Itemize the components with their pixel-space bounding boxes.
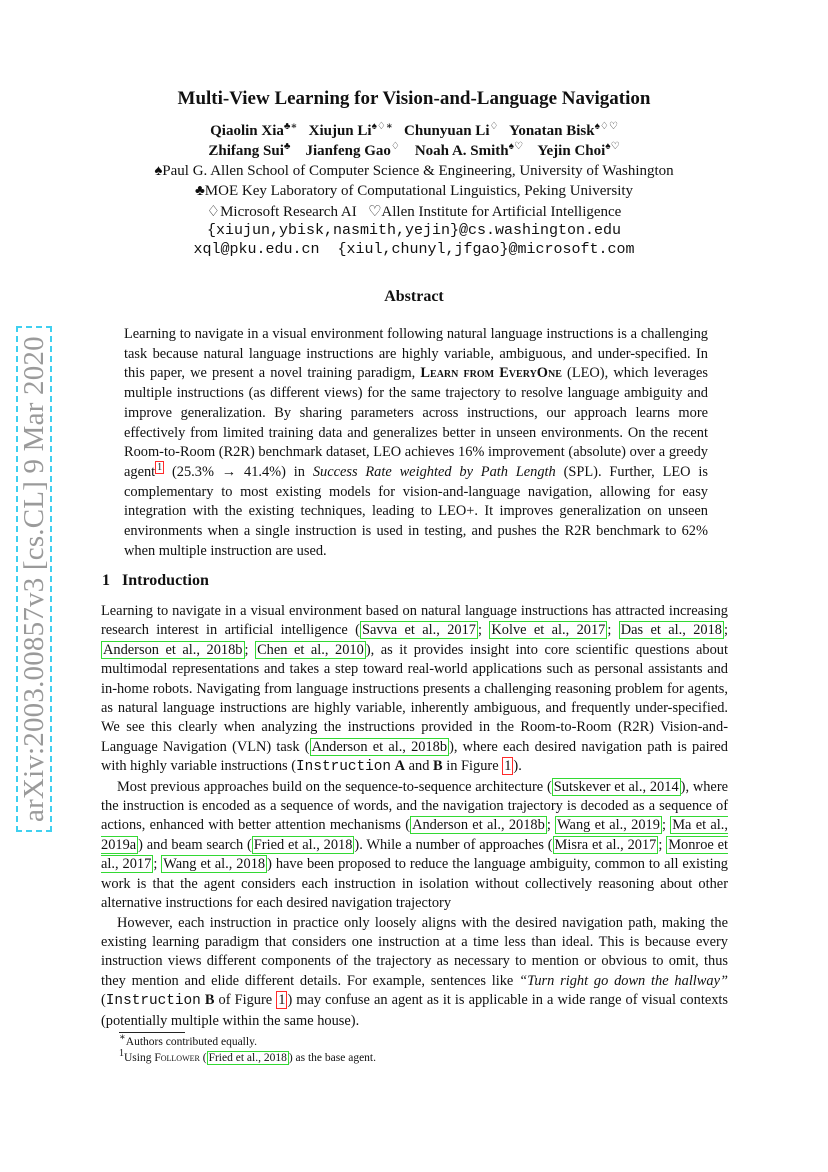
paper-title: Multi-View Learning for Vision-and-Language Navigation (177, 88, 651, 109)
author-mark: ♢ (390, 141, 400, 152)
author-line-2 (0, 143, 828, 160)
citation-link[interactable]: Kolve et al., 2017 (491, 622, 606, 639)
footnote-equal-contribution: ∗Authors contributed equally. (119, 1032, 257, 1048)
footnote-ref[interactable]: 1 (157, 462, 163, 474)
citation-link[interactable]: Anderson et al., 2018b (311, 738, 448, 755)
section-heading: 1 Introduction (102, 572, 209, 589)
citation-link[interactable]: Misra et al., 2017 (554, 836, 657, 853)
author-mark: ♠♢♡ (594, 121, 618, 132)
affiliation-msr-ai2: ♢Microsoft Research AI ♡Allen Institute for Artificial Intelligence (206, 204, 622, 220)
author-name: Qiaolin Xia (210, 123, 284, 139)
affiliation-uw: ♠Paul G. Allen School of Computer Science & Engineering, University of Washington (154, 163, 674, 179)
citation-link[interactable]: Anderson et al., 2018b (412, 817, 545, 834)
author-mark: ♠♡ (605, 141, 620, 152)
email-line-1[interactable]: {xiujun,ybisk,nasmith,yejin}@cs.washington.edu (206, 222, 622, 239)
leo-name: Learn from EveryOne (420, 365, 562, 382)
citation-link[interactable]: Anderson et al., 2018b (103, 641, 243, 658)
author-mark: ♣∗ (283, 121, 298, 132)
citation-link[interactable]: Fried et al., 2018 (253, 836, 353, 853)
footnote-base-agent: $^1$Using Follower ( Fried et al., 2018 ) as the base agent. (119, 1048, 376, 1064)
author-name: Zhifang Sui (208, 143, 284, 159)
author-name: Yonatan Bisk (509, 123, 595, 139)
abstract-heading: Abstract (384, 288, 444, 305)
citation-link[interactable]: Wang et al., 2019 (557, 817, 660, 834)
intro-body (101, 602, 728, 1031)
author-mark: ♢ (489, 121, 499, 132)
author-line-1 (0, 123, 828, 140)
author-name: Jianfeng Gao (305, 143, 391, 159)
author-name: Noah A. Smith (414, 143, 509, 159)
citation-link[interactable]: Das et al., 2018 (620, 622, 722, 639)
paragraph: Most previous approaches build on the sequence-to-sequence architecture ( Sutskever et al., 2014 ), where the instruction is encoded as a sequence of words, and the navigation trajectory is decoded as a sequence of actions, enhanced with better attention mechanisms ( Anderson et al., 2018b ; Wang et al., 2019 ; Ma et al., 2019a ) and beam search ( Fried et al., 2018 ). While a number of approaches ( Misra et al., 2017 ; Monroe et al., 2017 ; Wang et al., 2018 ) have been proposed to reduce the language ambiguity, common to all existing work is that the agent considers each instruction in isolation without collectively reasoning about other alternative instructions for each desired navigation trajectory (101, 778, 728, 912)
citation-link[interactable]: Monroe et al., 2017 (101, 836, 728, 873)
author-name: Chunyuan Li (404, 123, 490, 139)
footnote-divider (119, 1032, 185, 1033)
citation-link[interactable]: Savva et al., 2017 (361, 622, 476, 639)
author-name: Xiujun Li (308, 123, 372, 139)
abstract-body: Learning to navigate in a visual environment following natural language instructions is a challenging task because natural language instructions are highly variable, ambiguous, and under-specified. In this paper, we present a novel training paradigm, Learn from EveryOne (LEO), which leverages multiple instructions (as different views) for the same trajectory to resolve language ambiguity and improve generalization. By sharing parameters across instructions, our approach learns more effectively from limited training data and generalizes better in unseen environments. On the recent Room-to-Room (R2R) benchmark dataset, LEO achieves 16% improvement (absolute) over a greedy agent $^1$ (25.3% → 41.4%) in Success Rate weighted by Path Length (SPL). Further, LEO is complementary to most existing models for vision-and-language navigation, allowing for easy integration with the existing techniques, leading to LEO+. It improves generalization on unseen environments when a single instruction is used in testing, and pushes the R2R benchmark to 62% when multiple instruction are used. (124, 326, 709, 559)
paragraph: However, each instruction in practice only loosely aligns with the desired navigation path, making the existing learning paradigm that considers one instruction at a time less than ideal. This is because every instruction views different components of the trajectory as necessary to mention or obvious to omit, thus they mention and elide different details. For example, sentences like “Turn right go down the hallway” (Instruction B of Figure 1 ) may confuse an agent as it is applicable in a wide range of visual contexts (potentially multiple within the same house). (101, 914, 728, 1029)
citation-link[interactable]: Ma et al., 2019a (101, 817, 728, 853)
author-name: Yejin Choi (537, 143, 606, 159)
paragraph: Learning to navigate in a visual environment based on natural language instructions has attracted increasing research interest in artificial intelligence ( Savva et al., 2017 ; Kolve et al., 2017 ; Das et al., 2018 ; Anderson et al., 2018b ; Chen et al., 2010 ), as it provides insight into core scientific questions about multimodal representations and takes a step toward real-world applications such as personal assistants and in-home robots. Navigating from language instructions presents a challenging reasoning problem for agents, as natural language instructions are highly variable, inherently ambiguous, and frequently under-specified. We see this clearly when analyzing the instructions provided in the Room-to-Room (R2R) Vision-and-Language Navigation (VLN) task ( Anderson et al., 2018b ), where each desired navigation path is paired with highly variable instructions (Instruction A and B in Figure 1 ). (101, 603, 728, 776)
figure-ref[interactable]: 1 (504, 758, 512, 775)
author-mark: ♠♢∗ (371, 121, 393, 132)
citation-link[interactable]: Fried et al., 2018 (208, 1052, 287, 1064)
citation-link[interactable]: Chen et al., 2010 (257, 641, 364, 658)
email-line-2[interactable]: xql@pku.edu.cn {xiul,chunyl,jfgao}@microsoft.com (193, 241, 635, 258)
citation-link[interactable]: Sutskever et al., 2014 (553, 778, 679, 795)
figure-ref[interactable]: 1 (278, 992, 286, 1009)
affiliation-pku: ♣MOE Key Laboratory of Computational Linguistics, Peking University (194, 183, 634, 199)
author-mark: ♣ (283, 141, 291, 152)
citation-link[interactable]: Wang et al., 2018 (163, 856, 266, 873)
author-mark: ♠♡ (508, 141, 523, 152)
